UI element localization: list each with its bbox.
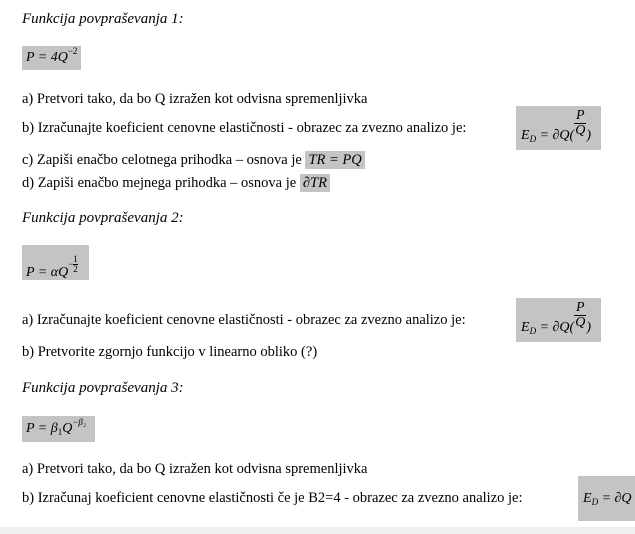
section2-elasticity-lhs: E	[521, 319, 530, 335]
section3-formula-beta-sub: 1	[57, 427, 63, 437]
section2-item-a: a) Izračunajte koeficient cenovne elastičnosti - obrazec za zvezno analizo je:	[22, 312, 466, 328]
section2-elasticity-fraction	[574, 301, 586, 330]
section1-elasticity-mid: = ∂Q(	[536, 127, 575, 143]
section2-formula	[22, 245, 89, 280]
section2-formula-exponent	[68, 255, 78, 274]
section3-elasticity-lhs: E	[583, 491, 592, 506]
section1-item-d-text: d) Zapiši enačbo mejnega prihodka – osnova je	[22, 175, 297, 191]
section2-exp-den: 2	[73, 264, 78, 274]
bottom-divider	[0, 527, 635, 534]
section1-item-c	[22, 153, 365, 168]
section1-elasticity-num: P	[575, 108, 585, 123]
section1-elasticity-sub: D	[529, 133, 537, 144]
section2-item-b: b) Pretvorite zgornjo funkcijo v linearno obliko (?)	[22, 344, 318, 360]
section1-item-c-text: c) Zapiši enačbo celotnega prihodka – osnova je	[22, 152, 302, 168]
section3-item-a: a) Pretvori tako, da bo Q izražen kot odvisna spremenljivka	[22, 461, 368, 477]
section3-formula-exponent: −β₂	[72, 417, 87, 427]
section3-formula-lhs: P = β	[26, 421, 58, 436]
section1-mr-formula: ∂TR	[300, 174, 330, 192]
section1-item-d	[22, 176, 330, 191]
section1-formula-lhs: P = 4Q	[26, 50, 68, 65]
section3-elasticity-sub: D	[591, 497, 599, 507]
section3-heading: Funkcija povpraševanja 3:	[22, 380, 184, 396]
section1-elasticity-lhs: E	[521, 127, 530, 143]
section1-elasticity-close: )	[586, 127, 591, 143]
section1-item-b: b) Izračunajte koeficient cenovne elastičnosti - obrazec za zvezno analizo je:	[22, 120, 467, 136]
section1-heading: Funkcija povpraševanja 1:	[22, 11, 184, 27]
section3-elasticity-mid: = ∂Q	[598, 491, 632, 506]
section2-elasticity-close: )	[586, 319, 591, 335]
section2-heading: Funkcija povpraševanja 2:	[22, 210, 184, 226]
section1-elasticity-den: Q	[575, 123, 586, 138]
section1-item-a: a) Pretvori tako, da bo Q izražen kot odvisna spremenljivka	[22, 91, 368, 107]
section2-elasticity-formula	[516, 298, 601, 342]
section1-tr-formula: TR = PQ	[305, 151, 364, 169]
section3-elasticity-formula	[578, 476, 635, 521]
section3-formula-q: Q	[62, 421, 73, 436]
section2-elasticity-den: Q	[575, 315, 586, 330]
section1-formula	[22, 46, 81, 70]
section2-exp-minus: −	[68, 259, 74, 269]
section2-formula-lhs: P = αQ	[26, 265, 69, 281]
section2-elasticity-num: P	[575, 300, 585, 315]
section2-elasticity-mid: = ∂Q(	[536, 319, 575, 335]
section3-formula	[22, 416, 95, 442]
section2-exp-num: 1	[73, 254, 78, 264]
section1-formula-exponent: −2	[67, 46, 78, 56]
section1-elasticity-fraction	[574, 109, 586, 138]
section3-item-b: b) Izračunaj koeficient cenovne elastičnosti če je B2=4 - obrazec za zvezno analizo je:	[22, 490, 523, 506]
section2-elasticity-sub: D	[529, 325, 537, 336]
section1-elasticity-formula	[516, 106, 601, 150]
